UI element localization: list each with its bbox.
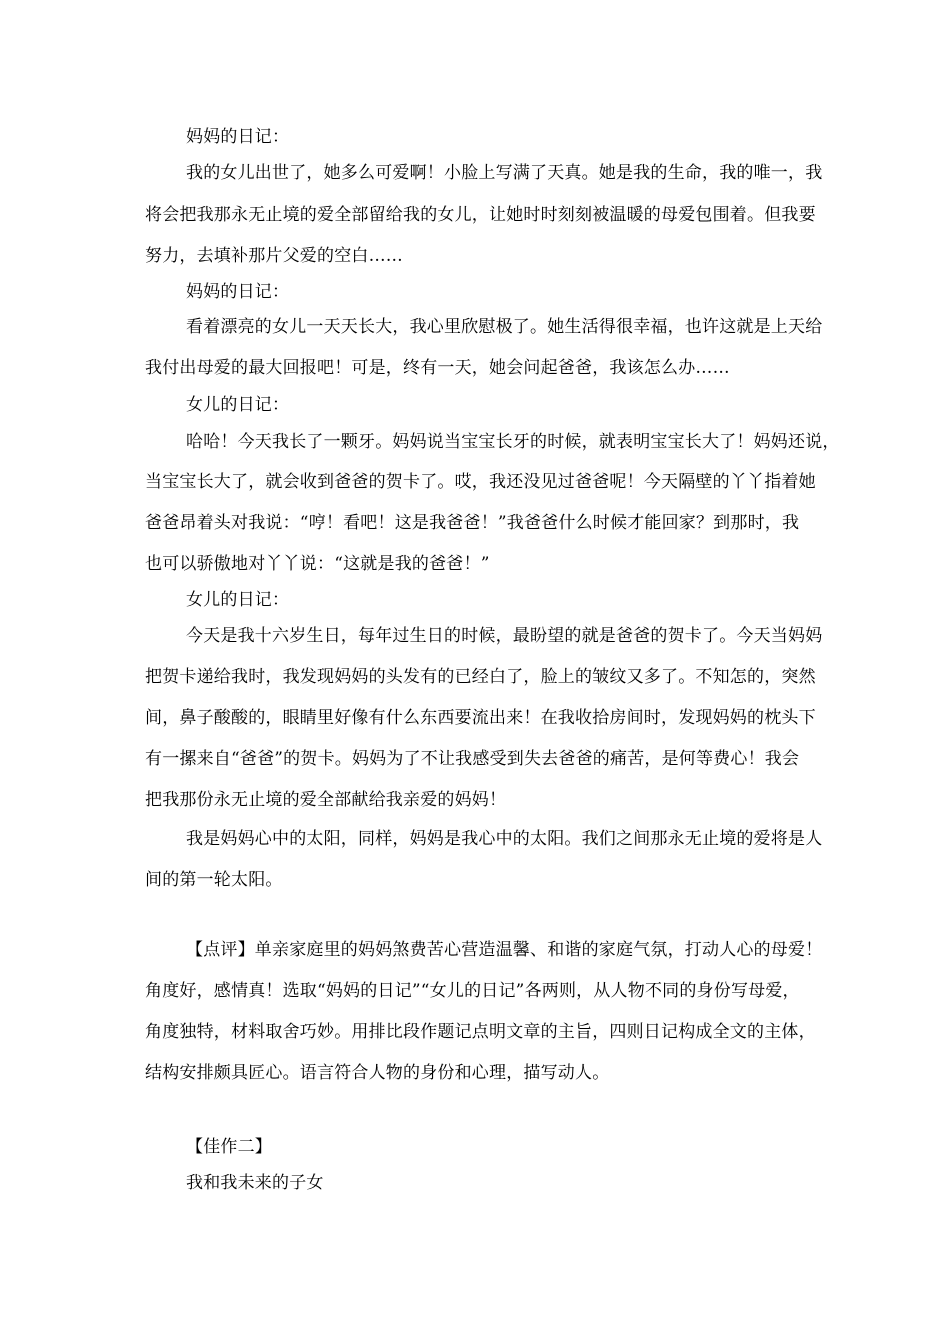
paragraph-line: 今天是我十六岁生日，每年过生日的时候，最盼望的就是爸爸的贺卡了。今天当妈妈 — [186, 626, 823, 646]
diary-heading-daughter-2: 女儿的日记： — [186, 590, 290, 610]
paragraph-line: 当宝宝长大了，就会收到爸爸的贺卡了。哎，我还没见过爸爸呢！今天隔壁的丫丫指着她 — [145, 472, 816, 492]
paragraph-line: 我的女儿出世了，她多么可爱啊！小脸上写满了天真。她是我的生命，我的唯一，我 — [186, 163, 823, 183]
commentary-line: 【点评】单亲家庭里的妈妈煞费苦心营造温馨、和谐的家庭气氛，打动人心的母爱！ — [186, 940, 823, 960]
paragraph-line: 我是妈妈心中的太阳，同样，妈妈是我心中的太阳。我们之间那永无止境的爱将是人 — [186, 829, 823, 849]
commentary-line: 角度好，感情真！选取“妈妈的日记”“女儿的日记”各两则，从人物不同的身份写母爱， — [145, 981, 800, 1001]
paragraph-line: 把贺卡递给我时，我发现妈妈的头发有的已经白了，脸上的皱纹又多了。不知怎的，突然 — [145, 667, 816, 687]
paragraph-line: 哈哈！今天我长了一颗牙。妈妈说当宝宝长牙的时候，就表明宝宝长大了！妈妈还说， — [186, 432, 840, 452]
paragraph-line: 有一摞来自“爸爸”的贺卡。妈妈为了不让我感受到失去爸爸的痛苦，是何等费心！我会 — [145, 749, 800, 769]
diary-heading-daughter-1: 女儿的日记： — [186, 395, 290, 415]
paragraph-line: 看着漂亮的女儿一天天长大，我心里欣慰极了。她生活得很幸福，也许这就是上天给 — [186, 317, 823, 337]
paragraph-line: 间，鼻子酸酸的，眼睛里好像有什么东西要流出来！在我收拾房间时，发现妈妈的枕头下 — [145, 708, 816, 728]
paragraph-line: 也可以骄傲地对丫丫说：“这就是我的爸爸！” — [145, 554, 490, 574]
diary-heading-mother-1: 妈妈的日记： — [186, 127, 290, 147]
diary-heading-mother-2: 妈妈的日记： — [186, 282, 290, 302]
paragraph-line: 爸爸昂着头对我说：“哼！看吧！这是我爸爸！”我爸爸什么时候才能回家？到那时，我 — [145, 513, 800, 533]
paragraph-line: 间的第一轮太阳。 — [145, 870, 283, 890]
section-heading: 【佳作二】 — [186, 1137, 272, 1157]
paragraph-line: 我付出母爱的最大回报吧！可是，终有一天，她会问起爸爸，我该怎么办…… — [145, 358, 730, 378]
essay-title: 我和我未来的子女 — [186, 1173, 324, 1193]
commentary-line: 结构安排颇具匠心。语言符合人物的身份和心理，描写动人。 — [145, 1063, 610, 1083]
paragraph-line: 努力，去填补那片父爱的空白…… — [145, 246, 403, 266]
paragraph-line: 将会把我那永无止境的爱全部留给我的女儿，让她时时刻刻被温暖的母爱包围着。但我要 — [145, 205, 816, 225]
commentary-line: 角度独特，材料取舍巧妙。用排比段作题记点明文章的主旨，四则日记构成全文的主体， — [145, 1022, 816, 1042]
paragraph-line: 把我那份永无止境的爱全部献给我亲爱的妈妈！ — [145, 790, 507, 810]
